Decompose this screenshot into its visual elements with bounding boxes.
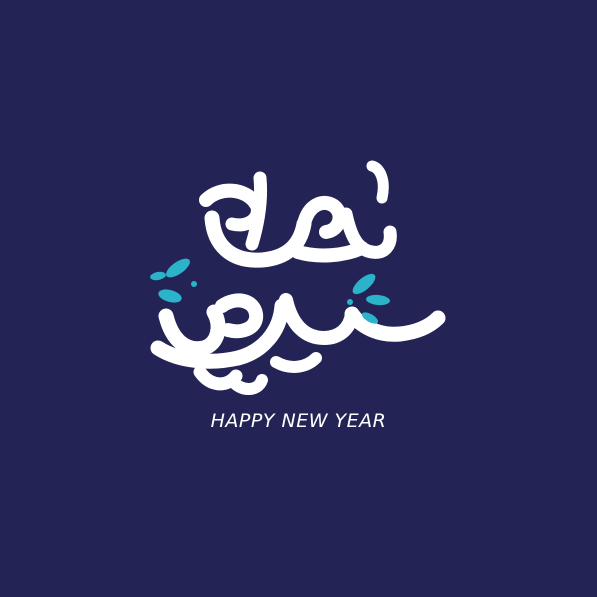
calligraphy-strokes	[158, 166, 438, 389]
teal-splash-left-icon	[149, 255, 197, 305]
happy-new-year-text: HAPPY NEW YEAR	[210, 410, 387, 432]
